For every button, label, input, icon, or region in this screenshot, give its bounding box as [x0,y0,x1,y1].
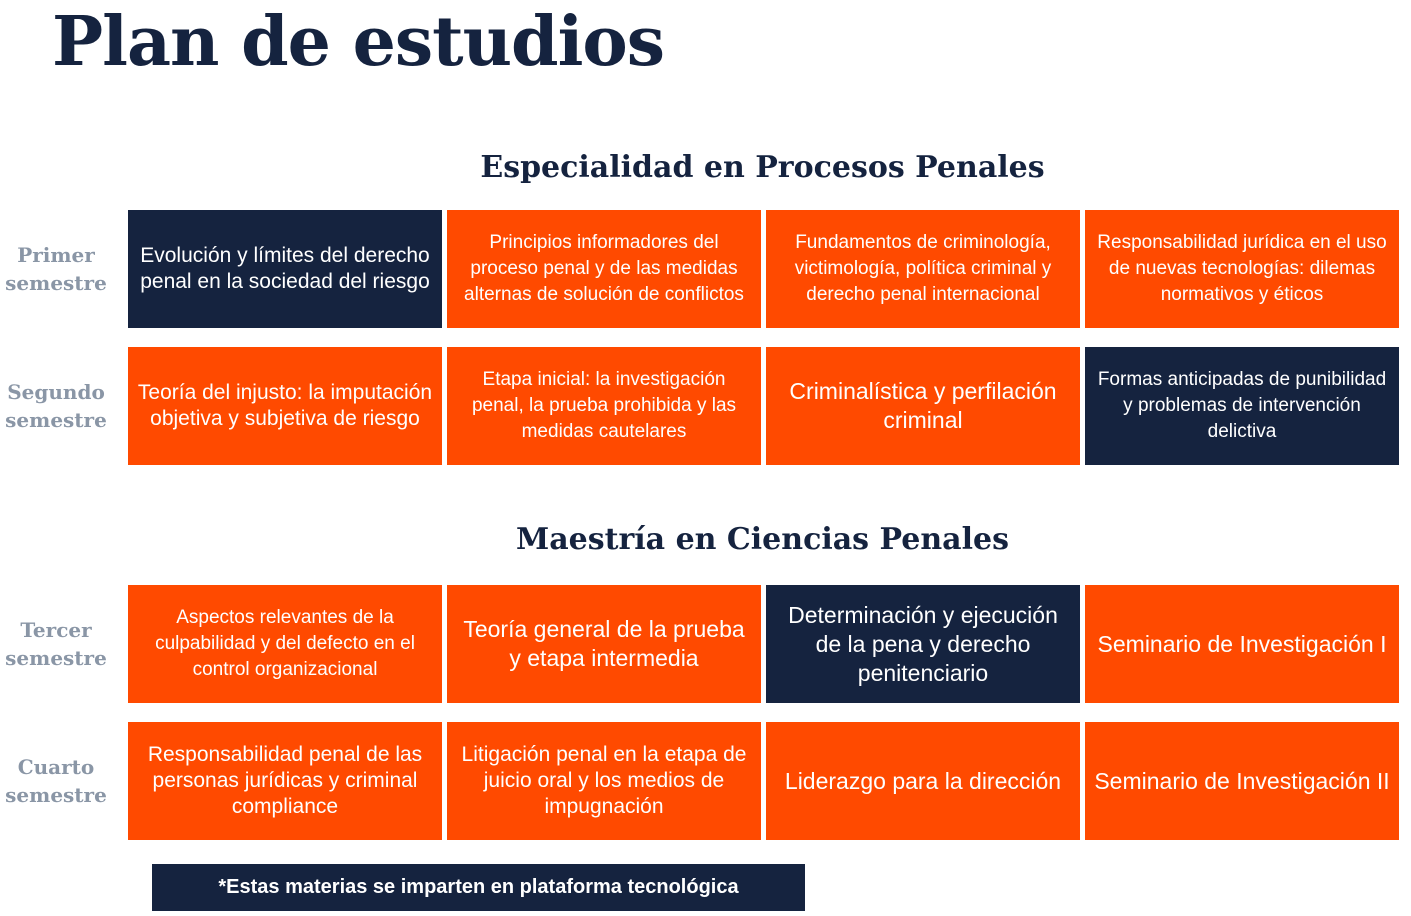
semester-label-line2: semestre [5,783,107,807]
course-cell: Litigación penal en la etapa de juicio oral y los medios de impugnación [447,722,761,840]
semester-label-tercer [0,585,112,703]
course-cell: Teoría general de la prueba y etapa intermedia [447,585,761,703]
course-cell: Seminario de Investigación I [1085,585,1399,703]
course-cell: Aspectos relevantes de la culpabilidad y del defecto en el control organizacional [128,585,442,703]
semester-label-line1: Segundo [7,380,105,404]
course-cell: Principios informadores del proceso penal y de las medidas alternas de solución de conflictos [447,210,761,328]
footnote-banner: *Estas materias se imparten en plataforma tecnológica [152,864,805,911]
course-cell: Criminalística y perfilación criminal [766,347,1080,465]
semester-label-primer [0,210,112,328]
course-cell: Responsabilidad penal de las personas jurídicas y criminal compliance [128,722,442,840]
course-cell: Teoría del injusto: la imputación objetiva y subjetiva de riesgo [128,347,442,465]
semester-label-line2: semestre [5,271,107,295]
course-row-tercer-semestre [128,585,1398,703]
semester-label-line1: Cuarto [17,755,95,779]
course-cell: Responsabilidad jurídica en el uso de nuevas tecnologías: dilemas normativos y éticos [1085,210,1399,328]
course-cell: Determinación y ejecución de la pena y derecho penitenciario [766,585,1080,703]
section-title-maestria: Maestría en Ciencias Penales [516,522,1009,557]
semester-label-line2: semestre [5,646,107,670]
course-cell: Formas anticipadas de punibilidad y problemas de intervención delictiva [1085,347,1399,465]
semester-label-segundo [0,347,112,465]
section-title-especialidad: Especialidad en Procesos Penales [480,150,1045,185]
semester-label-line1: Primer [17,243,95,267]
course-cell: Fundamentos de criminología, victimología, política criminal y derecho penal internacional [766,210,1080,328]
course-cell: Etapa inicial: la investigación penal, la prueba prohibida y las medidas cautelares [447,347,761,465]
course-cell: Evolución y límites del derecho penal en la sociedad del riesgo [128,210,442,328]
course-cell: Seminario de Investigación II [1085,722,1399,840]
semester-label-cuarto [0,722,112,840]
page-title: Plan de estudios [52,2,665,82]
course-cell: Liderazgo para la dirección [766,722,1080,840]
semester-label-line1: Tercer [20,618,92,642]
semester-label-line2: semestre [5,408,107,432]
course-row-segundo-semestre [128,347,1398,465]
course-row-cuarto-semestre [128,722,1398,840]
course-row-primer-semestre [128,210,1398,328]
